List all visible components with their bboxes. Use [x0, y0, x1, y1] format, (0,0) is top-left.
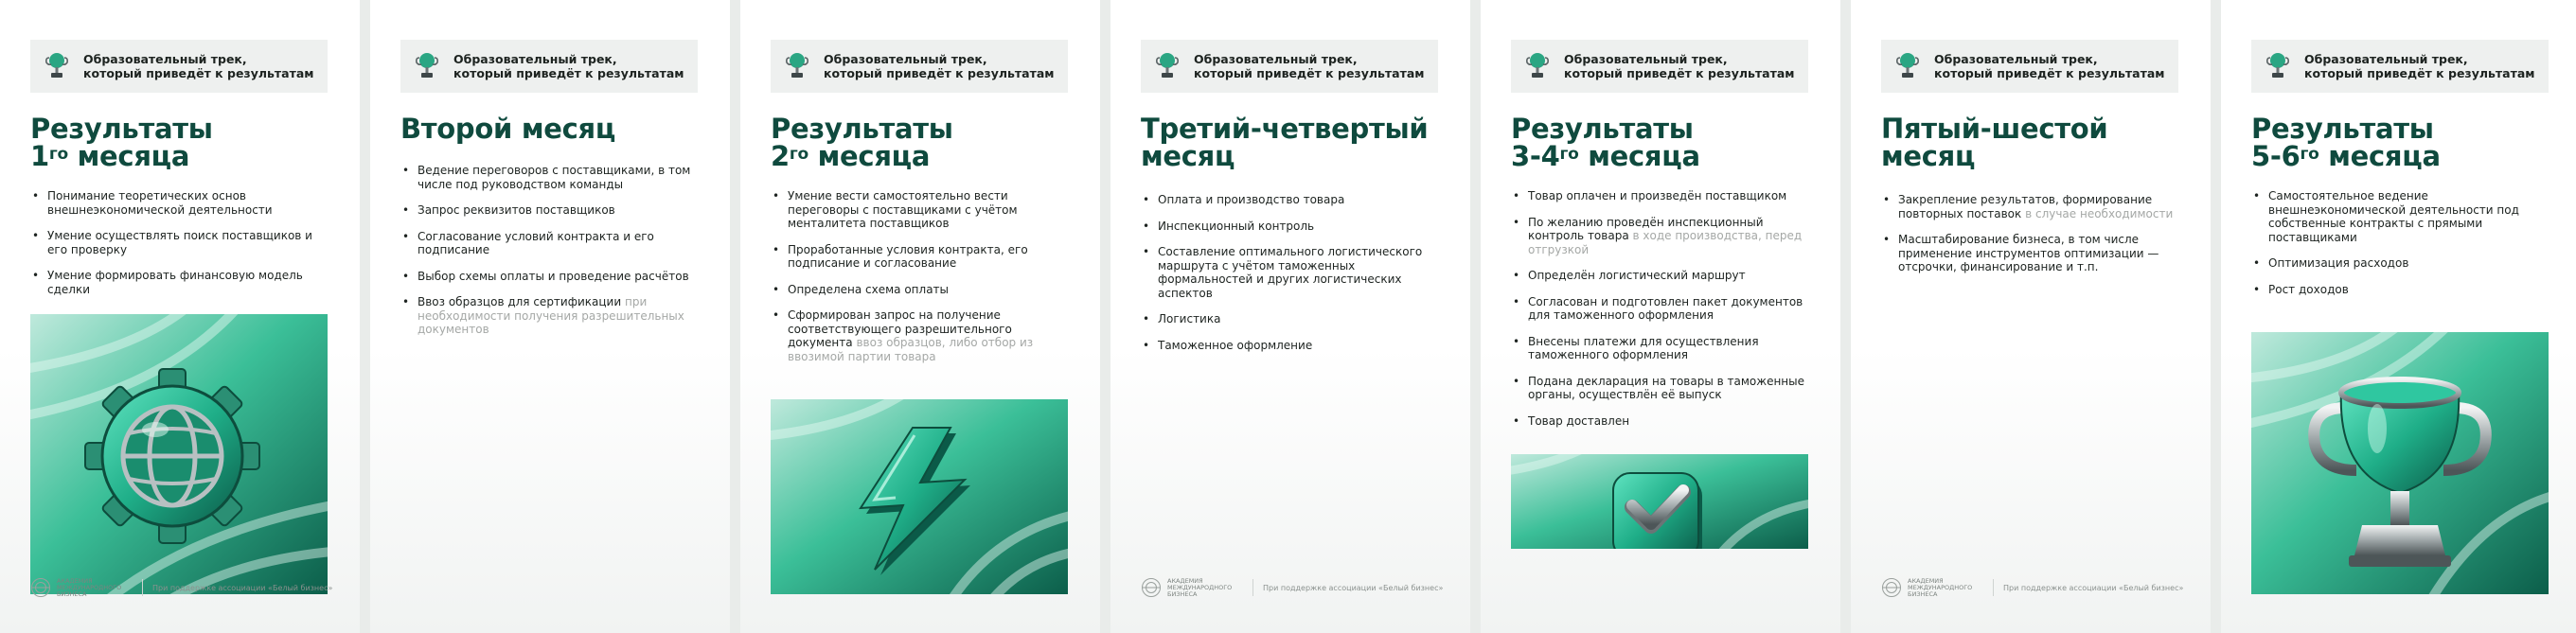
- card-title: Результаты $2^{го}$ месяца: [771, 113, 953, 172]
- list-item: • Согласование условий контракта и его подписание: [400, 230, 694, 257]
- results-list: [30, 189, 324, 308]
- list-item: • Запрос реквизитов поставщиков: [400, 203, 694, 218]
- list-item: • Товар доставлен: [1511, 414, 1804, 429]
- trophy-icon: [414, 52, 440, 80]
- header-text: Образовательный трек, который приведёт к результатам: [1194, 52, 1425, 80]
- org-name: АКАДЕМИЯ МЕЖДУНАРОДНОГО БИЗНЕСА: [1167, 576, 1233, 598]
- card-results-month-2: [740, 0, 1100, 633]
- results-list: [771, 189, 1064, 376]
- track-header: [771, 40, 1068, 93]
- footer: [1141, 577, 1443, 598]
- card-results-months-5-6: [2221, 0, 2576, 633]
- card-months-5-6: [1851, 0, 2211, 633]
- list-item: • Определена схема оплаты: [771, 283, 1064, 297]
- results-list: [1511, 189, 1804, 440]
- card-month-2: [370, 0, 730, 633]
- divider: [1252, 579, 1253, 596]
- list-item: • Умение осуществлять поиск поставщиков и его проверку: [30, 229, 324, 256]
- card-results-months-3-4: [1481, 0, 1840, 633]
- lightning-icon: [771, 399, 1068, 594]
- support-text: При поддержке ассоциации «Белый бизнес»: [152, 583, 333, 592]
- trophy-icon: [1524, 52, 1551, 80]
- track-header: [2251, 40, 2549, 93]
- globe-gear-icon: [30, 314, 328, 594]
- list-item: • По желанию проведён инспекционный контроль товара в ходе производства, перед отгрузкой: [1511, 216, 1804, 257]
- track-header: [1511, 40, 1808, 93]
- list-item: • Внесены платежи для осуществления таможенного оформления: [1511, 335, 1804, 362]
- results-list: [2251, 189, 2545, 308]
- list-item: • Понимание теоретических основ внешнеэкономической деятельности: [30, 189, 324, 217]
- tasks-list: [1881, 193, 2175, 287]
- card-title: Результаты $5-6^{го}$ месяца: [2251, 113, 2441, 172]
- list-item: • Согласован и подготовлен пакет документов для таможенного оформления: [1511, 295, 1804, 323]
- lightning-illustration: [771, 399, 1068, 594]
- academy-logo-icon: [1881, 577, 1902, 598]
- trophy-icon: [44, 52, 70, 80]
- track-header: [1141, 40, 1438, 93]
- list-item: • Подана декларация на товары в таможенные органы, осуществлён её выпуск: [1511, 375, 1804, 402]
- card-months-3-4: [1110, 0, 1470, 633]
- trophy-icon: [784, 52, 810, 80]
- support-text: При поддержке ассоциации «Белый бизнес»: [1263, 583, 1444, 592]
- org-name: АКАДЕМИЯ МЕЖДУНАРОДНОГО БИЗНЕСА: [1908, 576, 1973, 598]
- tasks-list: [400, 164, 694, 349]
- divider: [142, 579, 143, 596]
- list-item: • Оптимизация расходов: [2251, 256, 2545, 271]
- footer: [1881, 577, 2183, 598]
- header-text: Образовательный трек, который приведёт к результатам: [824, 52, 1055, 80]
- list-item: • Масштабирование бизнеса, в том числе применение инструментов оптимизации — отсрочки, финансирование и т.п.: [1881, 233, 2175, 274]
- support-text: При поддержке ассоциации «Белый бизнес»: [2003, 583, 2184, 592]
- divider: [1993, 579, 1994, 596]
- trophy-icon: [1154, 52, 1181, 80]
- header-text: Образовательный трек, который приведёт к результатам: [1564, 52, 1795, 80]
- list-item: • Инспекционный контроль: [1141, 220, 1434, 234]
- card-title: Результаты $3-4^{го}$ месяца: [1511, 113, 1700, 172]
- header-text: Образовательный трек, который приведёт к результатам: [1934, 52, 2165, 80]
- header-text: Образовательный трек, который приведёт к результатам: [453, 52, 684, 80]
- card-results-month-1: [0, 0, 360, 633]
- academy-logo-icon: [1141, 577, 1162, 598]
- org-name: АКАДЕМИЯ МЕЖДУНАРОДНОГО БИЗНЕСА: [57, 576, 122, 598]
- list-item: • Ввоз образцов для сертификации при необходимости получения разрешительных документов: [400, 295, 694, 337]
- list-item: • Товар оплачен и произведён поставщиком: [1511, 189, 1804, 203]
- footer: [30, 577, 332, 598]
- list-item: • Логистика: [1141, 312, 1434, 326]
- tasks-list: [1141, 193, 1434, 364]
- card-title: Результаты $1^{го}$ месяца: [30, 113, 213, 172]
- list-item: • Проработанные условия контракта, его подписание и согласование: [771, 243, 1064, 271]
- trophy-icon: [1894, 52, 1921, 80]
- list-item: • Умение формировать финансовую модель сделки: [30, 269, 324, 296]
- list-item: • Самостоятельное ведение внешнеэкономической деятельности под собственные контракты с прямыми поставщиками: [2251, 189, 2545, 244]
- trophy-icon: [2251, 332, 2549, 594]
- list-item: • Таможенное оформление: [1141, 339, 1434, 353]
- globe-gear-illustration: [30, 314, 328, 594]
- list-item: • Определён логистический маршрут: [1511, 269, 1804, 283]
- header-text: Образовательный трек, который приведёт к результатам: [83, 52, 314, 80]
- card-title: Второй месяц: [400, 113, 616, 145]
- list-item: • Выбор схемы оплаты и проведение расчётов: [400, 270, 694, 284]
- checkmark-illustration: [1511, 454, 1808, 549]
- list-item: • Рост доходов: [2251, 283, 2545, 297]
- track-header: [30, 40, 328, 93]
- list-item: • Сформирован запрос на получение соответствующего разрешительного документа ввоз образцов, либо отбор из ввозимой партии товара: [771, 308, 1064, 363]
- track-header: [400, 40, 698, 93]
- list-item: • Умение вести самостоятельно вести переговоры с поставщиками с учётом менталитета поставщиков: [771, 189, 1064, 231]
- track-header: [1881, 40, 2178, 93]
- list-item: • Закрепление результатов, формирование повторных поставок в случае необходимости: [1881, 193, 2175, 220]
- trophy-illustration: [2251, 332, 2549, 594]
- list-item: • Оплата и производство товара: [1141, 193, 1434, 207]
- card-title: Пятый-шестой месяц: [1881, 113, 2108, 172]
- list-item: • Ведение переговоров с поставщиками, в том числе под руководством команды: [400, 164, 694, 191]
- list-item: • Составление оптимального логистического маршрута с учётом таможенных формальностей и других логистических аспектов: [1141, 245, 1434, 300]
- card-title: Третий-четвертый месяц: [1141, 113, 1429, 172]
- checkmark-icon: [1511, 454, 1808, 549]
- trophy-icon: [2265, 52, 2291, 80]
- academy-logo-icon: [30, 577, 51, 598]
- header-text: Образовательный трек, который приведёт к результатам: [2304, 52, 2535, 80]
